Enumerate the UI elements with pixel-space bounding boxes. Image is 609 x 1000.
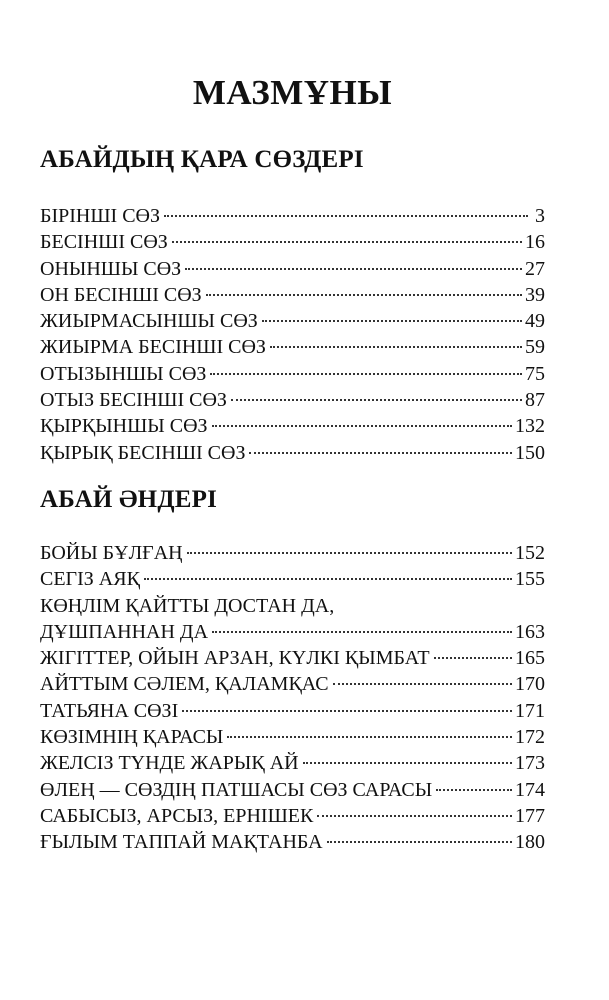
toc-entry: [40, 361, 545, 387]
toc-entry-title: БОЙЫ БҰЛҒАҢ: [40, 542, 183, 564]
dot-leader: [249, 452, 512, 454]
toc-entry-title: ҚЫРҚЫНШЫ СӨЗ: [40, 415, 208, 438]
toc-entry: [40, 619, 545, 645]
page-title: МАЗМҰНЫ: [192, 73, 393, 112]
toc-entry: [40, 803, 545, 829]
toc-entry-title: ҚЫРЫҚ БЕСІНШІ СӨЗ: [40, 441, 246, 464]
dot-leader: [185, 268, 522, 270]
toc-entry-title: ДҰШПАННАН ДА: [40, 620, 209, 643]
toc-entry-page: 152: [515, 542, 545, 564]
toc-entry-title: БІРІНШІ СӨЗ: [40, 205, 161, 227]
toc-entry: [40, 203, 545, 229]
dot-leader: [210, 373, 522, 375]
toc-entry: [40, 387, 545, 413]
toc-entry-page: 165: [515, 647, 545, 670]
toc-entry: [40, 671, 545, 697]
toc-entry-page: 173: [515, 752, 545, 775]
toc-entry: [40, 256, 545, 282]
dot-leader: [327, 841, 512, 843]
toc-list-qara-sozder: [40, 203, 545, 466]
dot-leader: [172, 241, 522, 243]
dot-leader: [164, 215, 528, 217]
toc-entry: [40, 566, 545, 592]
dot-leader: [227, 736, 512, 738]
toc-entry-title: АЙТТЫМ СӘЛЕМ, ҚАЛАМҚАС: [40, 673, 329, 696]
toc-entry-page: 27: [525, 257, 545, 280]
dot-leader: [206, 294, 522, 296]
toc-entry: [40, 645, 545, 671]
toc-entry-title: ҒЫЛЫМ ТАППАЙ МАҚТАНБА: [40, 831, 323, 854]
toc-entry: [40, 229, 545, 255]
toc-entry-title: ЖІГІТТЕР, ОЙЫН АРЗАН, КҮЛКІ ҚЫМБАТ: [40, 647, 430, 670]
toc-entry-page: 39: [525, 283, 545, 306]
dot-leader: [303, 762, 512, 764]
toc-entry-page: 16: [525, 231, 545, 254]
toc-entry-title: КӨЗІМНІҢ ҚАРАСЫ: [40, 726, 224, 749]
toc-entry-page: 3: [535, 205, 545, 227]
dot-leader: [262, 320, 522, 322]
toc-entry: [40, 308, 545, 334]
toc-entry-page: 75: [525, 362, 545, 385]
toc-entry-title: ОН БЕСІНШІ СӨЗ: [40, 283, 202, 306]
toc-entry-title: ЖЕЛСІЗ ТҮНДЕ ЖАРЫҚ АЙ: [40, 752, 299, 775]
dot-leader: [182, 710, 512, 712]
toc-entry: [40, 777, 545, 803]
dot-leader: [212, 425, 512, 427]
toc-entry: [40, 334, 545, 360]
toc-entry-page: 132: [515, 415, 545, 438]
toc-entry: [40, 282, 545, 308]
toc-entry: [40, 440, 545, 466]
dot-leader: [317, 815, 512, 817]
dot-leader: [270, 346, 522, 348]
dot-leader: [212, 631, 512, 633]
toc-entry-title: ӨЛЕҢ — СӨЗДІҢ ПАТШАСЫ СӨЗ САРАСЫ: [40, 778, 433, 801]
dot-leader: [436, 789, 512, 791]
dot-leader: [333, 683, 512, 685]
toc-entry-title: ОТЫЗЫНШЫ СӨЗ: [40, 362, 207, 385]
toc-entry-page: 180: [515, 831, 545, 854]
dot-leader: [187, 552, 512, 554]
toc-entry-page: 49: [525, 310, 545, 333]
dot-leader: [144, 578, 512, 580]
toc-entry: [40, 413, 545, 439]
toc-entry-title: СЕГІЗ АЯҚ: [40, 568, 140, 591]
toc-entry: [40, 750, 545, 776]
toc-entry-title: ЖИЫРМАСЫНШЫ СӨЗ: [40, 310, 258, 333]
toc-entry-title: БЕСІНШІ СӨЗ: [40, 231, 168, 254]
toc-entry-page: 174: [515, 778, 545, 801]
toc-entry-page: 171: [515, 699, 545, 722]
toc-entry: [40, 724, 545, 750]
toc-entry-page: 59: [525, 336, 545, 359]
toc-entry: [40, 829, 545, 855]
toc-entry-page: 87: [525, 389, 545, 412]
toc-entry-page: 177: [515, 804, 545, 827]
toc-entry-title: ОНЫНШЫ СӨЗ: [40, 257, 182, 280]
dot-leader: [434, 657, 512, 659]
toc-entry-page: 170: [515, 673, 545, 696]
toc-entry: [40, 540, 545, 566]
toc-entry-page: 150: [515, 441, 545, 464]
toc-entry-title: ЖИЫРМА БЕСІНШІ СӨЗ: [40, 336, 266, 359]
toc-entry: [40, 698, 545, 724]
toc-entry-title: САБЫСЫЗ, АРСЫЗ, ЕРНІШЕК: [40, 804, 314, 827]
toc-entry-page: 163: [515, 620, 545, 643]
section-heading-abai-anderi: АБАЙ ӘНДЕРІ: [40, 486, 217, 513]
toc-entry-title: ОТЫЗ БЕСІНШІ СӨЗ: [40, 389, 227, 412]
section-heading-qara-sozder: АБАЙДЫҢ ҚАРА СӨЗДЕРІ: [40, 146, 364, 173]
dot-leader: [231, 399, 522, 401]
toc-entry-title: ТАТЬЯНА СӨЗІ: [40, 699, 179, 722]
toc-entry-page: 155: [515, 568, 545, 591]
toc-list-abai-anderi: [40, 540, 545, 856]
toc-entry-page: 172: [515, 726, 545, 749]
toc-entry-title-line1: КӨҢЛІМ ҚАЙТТЫ ДОСТАН ДА,: [40, 594, 335, 617]
